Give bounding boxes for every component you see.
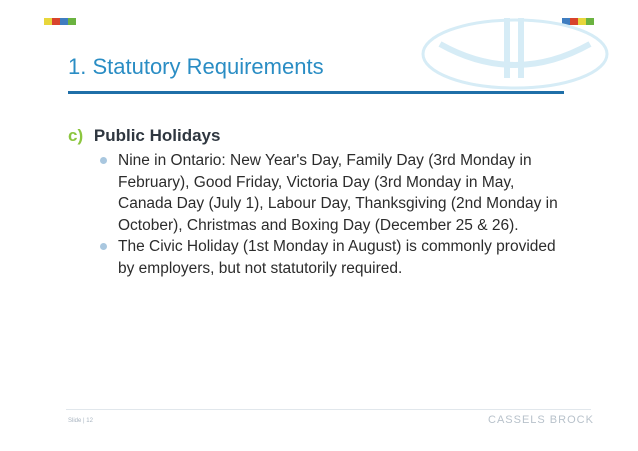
list-item bbox=[96, 236, 566, 279]
footer-divider bbox=[66, 409, 591, 410]
list-item bbox=[96, 150, 566, 236]
page-title: 1. Statutory Requirements bbox=[68, 54, 324, 79]
section-marker: c) bbox=[68, 126, 84, 145]
footer-brand: CASSELS BROCK bbox=[488, 414, 594, 426]
color-squares-left bbox=[44, 18, 76, 25]
bullet-dot-icon bbox=[100, 157, 107, 164]
color-square bbox=[68, 18, 76, 25]
logo-watermark-icon bbox=[420, 16, 610, 96]
bullet-text: Nine in Ontario: New Year's Day, Family Day (3rd Monday in February), Good Friday, Victoria Day (3rd Monday in May, Canada Day (July 1), Labour Day, Thanksgiving (2nd Monday in October), Christmas and Boxing Day (December 25 & 26). bbox=[118, 152, 558, 234]
color-square bbox=[52, 18, 60, 25]
bullet-dot-icon bbox=[100, 243, 107, 250]
section-title: Public Holidays bbox=[93, 126, 221, 145]
slide-number: Slide | 12 bbox=[68, 418, 93, 424]
bullet-list bbox=[96, 150, 566, 279]
color-square bbox=[44, 18, 52, 25]
color-square bbox=[60, 18, 68, 25]
bullet-text: The Civic Holiday (1st Monday in August) is commonly provided by employers, but not statutorily required. bbox=[118, 238, 556, 277]
section-heading bbox=[68, 126, 220, 146]
title-divider bbox=[68, 91, 564, 94]
